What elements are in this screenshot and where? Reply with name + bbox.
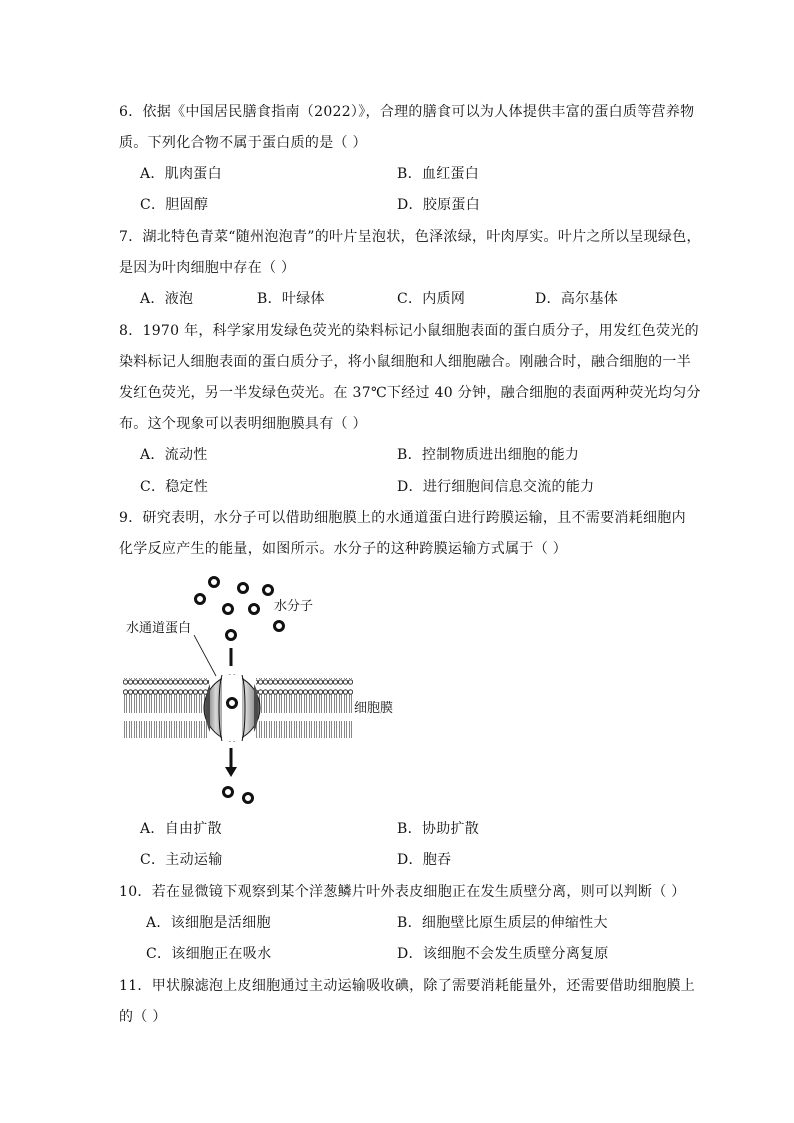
q8-option-d: D．进行细胞间信息交流的能力 <box>397 479 595 495</box>
q10-option-d: D．该细胞不会发生质壁分离复原 <box>397 946 609 962</box>
q8-option-a: A．流动性 <box>140 447 208 463</box>
water-molecule-in-channel <box>228 699 237 708</box>
q9-option-d: D．胞吞 <box>397 852 452 868</box>
water-molecules-top <box>196 578 284 640</box>
q8-stem-line1: 8．1970 年，科学家用发绿色荧光的染料标记小鼠细胞表面的蛋白质分子，用发红色荧光的 <box>119 323 699 339</box>
water-molecules-bottom <box>224 788 253 803</box>
q8-stem-line3: 发红色荧光，另一半发绿色荧光。在 37℃下经过 40 分钟，融合细胞的表面两种荧光均匀分 <box>119 385 701 401</box>
q6-option-b: B．血红蛋白 <box>397 166 480 182</box>
q8-stem-line2: 染料标记人细胞表面的蛋白质分子，将小鼠细胞和人细胞融合。刚融合时，融合细胞的一半 <box>119 354 691 370</box>
q9-option-a: A．自由扩散 <box>140 821 222 837</box>
q7-stem-line2: 是因为叶肉细胞中存在（ ） <box>119 260 296 276</box>
q7-option-c: C．内质网 <box>397 291 466 307</box>
q7-option-a: A．液泡 <box>140 291 194 307</box>
q7-option-b: B．叶绿体 <box>257 291 325 307</box>
q11-stem-line2: 的（ ） <box>119 1009 167 1025</box>
q9-option-b: B．协助扩散 <box>397 821 480 837</box>
q11-stem-line1: 11．甲状腺滤泡上皮细胞通过主动运输吸收碘，除了需要消耗能量外，还需要借助细胞膜上 <box>119 978 696 994</box>
q10-option-c: C．该细胞正在吸水 <box>146 946 272 962</box>
water-channel-diagram <box>118 568 398 808</box>
q10-option-a: A．该细胞是活细胞 <box>146 915 271 931</box>
cell-membrane-label: 细胞膜 <box>354 701 394 716</box>
q9-stem-line1: 9．研究表明，水分子可以借助细胞膜上的水通道蛋白进行跨膜运输，且不需要消耗细胞内 <box>119 510 686 526</box>
q10-option-b: B．细胞壁比原生质层的伸缩性大 <box>397 915 608 931</box>
arrow-out <box>225 748 237 777</box>
q9-option-c: C．主动运输 <box>140 852 223 868</box>
q8-option-c: C．稳定性 <box>140 479 209 495</box>
q7-stem-line1: 7．湖北特色青菜“随州泡泡青”的叶片呈泡状，色泽浓绿，叶肉厚实。叶片之所以呈现绿色， <box>119 229 701 245</box>
q6-option-d: D．胶原蛋白 <box>397 197 481 213</box>
q7-option-d: D．高尔基体 <box>535 291 619 307</box>
channel-protein-label: 水通道蛋白 <box>126 621 192 636</box>
q6-stem-line1: 6．依据《中国居民膳食指南（2022）》，合理的膳食可以为人体提供丰富的蛋白质等营养物 <box>119 104 695 120</box>
q10-stem-line1: 10．若在显微镜下观察到某个洋葱鳞片叶外表皮细胞正在发生质壁分离，则可以判断（ ） <box>119 884 686 900</box>
q6-option-a: A．肌肉蛋白 <box>140 166 222 182</box>
q9-stem-line2: 化学反应产生的能量，如图所示。水分子的这种跨膜运输方式属于（ ） <box>119 541 568 557</box>
channel-label-pointer <box>194 635 216 676</box>
water-molecule-label: 水分子 <box>274 599 314 614</box>
q8-option-b: B．控制物质进出细胞的能力 <box>397 447 580 463</box>
q8-stem-line4: 布。这个现象可以表明细胞膜具有（ ） <box>119 416 367 432</box>
q6-stem-line2: 质。下列化合物不属于蛋白质的是（ ） <box>119 135 367 151</box>
q6-option-c: C．胆固醇 <box>140 197 209 213</box>
